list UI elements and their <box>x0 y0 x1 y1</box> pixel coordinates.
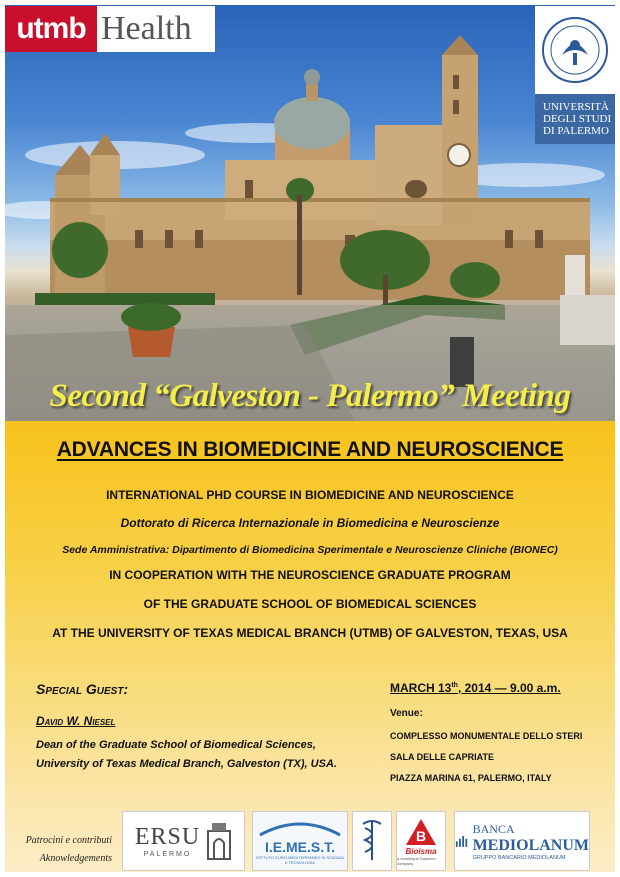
cooperation-line: IN COOPERATION WITH THE NEUROSCIENCE GRADUATE PROGRAM <box>109 568 511 582</box>
meeting-title: Second “Galveston - Palermo” Meeting <box>49 378 571 414</box>
utmb-health-logo <box>5 6 215 52</box>
dottorato-line: Dottorato di Ricerca Internazionale in Biomedicina e Neuroscienze <box>120 516 500 530</box>
guest-role-line-1: Dean of the Graduate School of Biomedical Sciences, <box>36 739 316 751</box>
sponsors-label-1: Patrocini e contributi <box>25 835 112 846</box>
iemest-wave-icon <box>256 817 344 839</box>
phd-course-line: INTERNATIONAL PHD COURSE IN BIOMEDICINE AND NEUROSCIENCE <box>106 488 514 502</box>
date-sup: th <box>451 682 458 689</box>
mediolanum-bars-icon <box>455 826 469 856</box>
university-line: AT THE UNIVERSITY OF TEXAS MEDICAL BRANCH (UTMB) OF GALVESTON, TEXAS, USA <box>52 626 568 640</box>
ersu-building-icon <box>206 821 232 861</box>
unipa-line-2: DEGLI STUDI <box>543 113 612 125</box>
gruppo-text: GRUPPO BANCARIO MEDIOLANUM <box>472 854 566 861</box>
iemest-sub: ISTITUTO EURO-MEDITERRANEO DI SCIENZA E TECNOLOGIA <box>256 855 344 865</box>
banca-mediolanum-logo <box>454 811 590 871</box>
bioisma-sub: a dominique Dutscher company <box>397 855 436 866</box>
main-title-text: ADVANCES IN BIOMEDICINE AND NEUROSCIENCE <box>56 438 564 461</box>
venue-label: Venue: <box>390 708 423 719</box>
special-guest-text: Special Guest: <box>36 681 129 697</box>
bioisma-text: Bioisma <box>405 846 437 856</box>
sponsors-label-2: Aknowledgements <box>39 853 112 864</box>
caduceus-icon <box>357 818 387 864</box>
ersu-logo <box>122 811 245 871</box>
iemest-text: I.E.ME.S.T. <box>264 839 335 855</box>
guest-role <box>36 736 337 774</box>
utmb-logo-text: utmb <box>5 6 97 52</box>
special-guest-heading <box>36 681 128 697</box>
sponsors-label <box>14 832 112 868</box>
mediolanum-text: MEDIOLANUM <box>472 836 589 854</box>
graduate-school-line: OF THE GRADUATE SCHOOL OF BIOMEDICAL SCIENCES <box>143 597 477 611</box>
ersu-city: PALERMO <box>143 851 192 858</box>
bioisma-logo <box>396 811 446 871</box>
venue-line-1: COMPLESSO MONUMENTALE DELLO STERI <box>390 731 583 741</box>
iemest-logo <box>252 811 348 871</box>
ersu-text: ERSU <box>134 824 201 850</box>
health-logo-text: Health <box>97 6 215 52</box>
venue-line-3: PIAZZA MARINA 61, PALERMO, ITALY <box>390 773 552 783</box>
guest-role-line-2: University of Texas Medical Branch, Galveston (TX), USA. <box>36 758 337 770</box>
date-post: , 2014 — 9.00 a.m. <box>457 681 561 695</box>
unipa-line-3: DI PALERMO <box>543 125 609 137</box>
banca-text: BANCA <box>472 821 515 836</box>
cathedral-illustration <box>5 5 615 421</box>
guest-name <box>36 714 115 728</box>
unipa-name <box>535 94 615 144</box>
cathedral-photo <box>5 5 615 421</box>
guest-name-text: David W. Niesel <box>36 714 116 728</box>
sede-line: Sede Amministrativa: Dipartimento di Biomedicina Sperimentale e Neuroscienze Cliniche (BIONEC) <box>62 544 558 556</box>
date-pre: MARCH 13 <box>390 681 452 695</box>
event-date <box>390 681 561 695</box>
venue-line-2: SALA DELLE CAPRIATE <box>390 752 495 762</box>
unipa-seal-icon <box>535 6 615 94</box>
main-title <box>0 438 620 462</box>
unipa-logo <box>535 6 615 144</box>
medical-order-logo <box>352 811 392 871</box>
bioisma-triangle-icon <box>404 817 438 847</box>
svg-text:B: B <box>415 827 427 844</box>
unipa-line-1: UNIVERSITÀ <box>543 101 609 113</box>
